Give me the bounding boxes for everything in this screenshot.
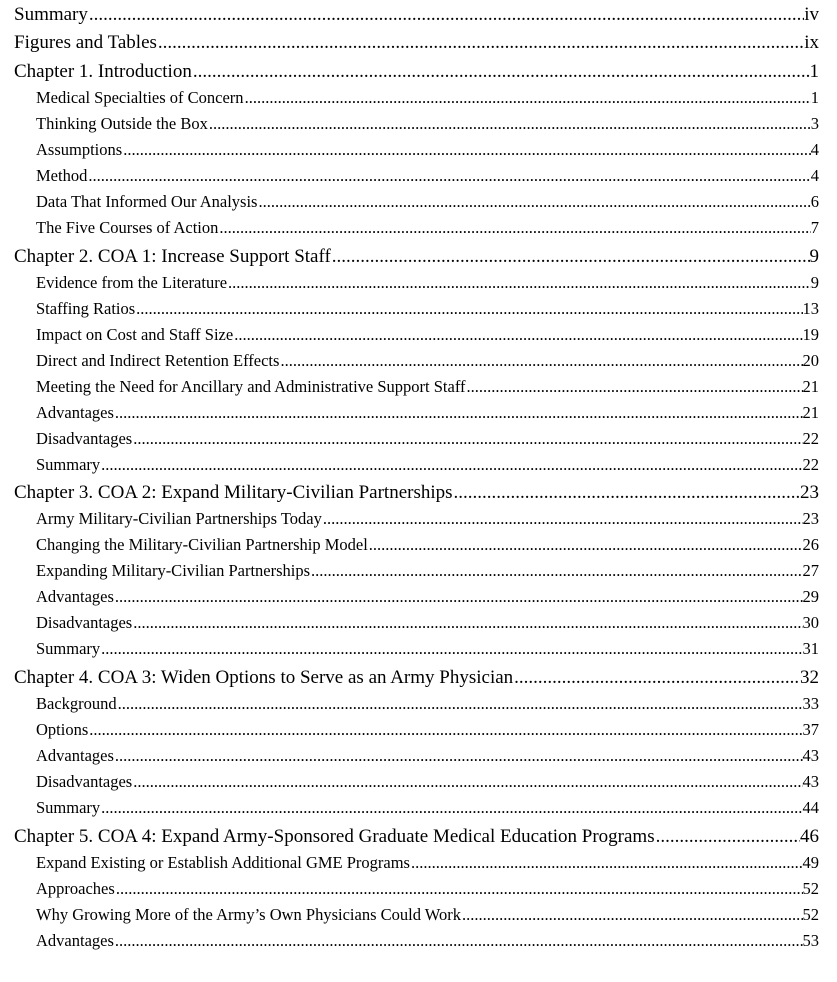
- toc-entry-page-number: 4: [810, 140, 819, 159]
- toc-entry-title: Thinking Outside the Box: [36, 114, 208, 133]
- toc-chapter-entry[interactable]: [14, 246, 819, 268]
- toc-section-entry[interactable]: [36, 114, 819, 134]
- dot-leader: [122, 140, 811, 160]
- toc-entry-title: Expand Existing or Establish Additional GME Programs: [36, 853, 410, 872]
- toc-section-entry[interactable]: [36, 192, 819, 212]
- toc-chapter-entry[interactable]: [14, 61, 819, 83]
- dot-leader: [114, 931, 803, 951]
- dot-leader: [117, 694, 803, 714]
- dot-leader: [322, 509, 803, 529]
- toc-chapter-entry[interactable]: [14, 4, 819, 26]
- dot-leader: [655, 826, 800, 848]
- toc-entry-title: Staffing Ratios: [36, 299, 136, 318]
- toc-section-entry[interactable]: [36, 613, 819, 633]
- dot-leader: [132, 429, 802, 449]
- toc-entry-page-number: 9: [810, 273, 819, 292]
- toc-entry-page-number: 29: [802, 587, 819, 606]
- toc-entry-title: Summary: [36, 455, 101, 474]
- dot-leader: [244, 88, 811, 108]
- dot-leader: [368, 535, 803, 555]
- dot-leader: [132, 772, 802, 792]
- toc-section-entry[interactable]: [36, 853, 819, 873]
- dot-leader: [257, 192, 810, 212]
- dot-leader: [218, 218, 810, 238]
- toc-entry-title: Chapter 2. COA 1: Increase Support Staff: [14, 246, 331, 267]
- toc-entry-page-number: 19: [802, 325, 819, 344]
- toc-entry-page-number: 1: [810, 88, 819, 107]
- toc-entry-page-number: 21: [802, 377, 819, 396]
- dot-leader: [87, 166, 810, 186]
- toc-entry-page-number: 3: [810, 114, 819, 133]
- toc-entry-title: Direct and Indirect Retention Effects: [36, 351, 280, 370]
- dot-leader: [88, 720, 802, 740]
- toc-entry-page-number: 46: [800, 826, 819, 847]
- toc-section-entry[interactable]: [36, 798, 819, 818]
- toc-entry-page-number: 22: [802, 429, 819, 448]
- toc-entry-page-number: 44: [802, 798, 819, 817]
- toc-section-entry[interactable]: [36, 694, 819, 714]
- toc-entry-title: Expanding Military-Civilian Partnerships: [36, 561, 311, 580]
- toc-entry-page-number: 53: [802, 931, 819, 950]
- toc-section-entry[interactable]: [36, 377, 819, 397]
- toc-entry-title: Assumptions: [36, 140, 123, 159]
- toc-entry-title: Why Growing More of the Army’s Own Physicians Could Work: [36, 905, 462, 924]
- toc-entry-title: Chapter 3. COA 2: Expand Military-Civilian Partnerships: [14, 482, 453, 503]
- toc-entry-page-number: 52: [802, 905, 819, 924]
- toc-entry-title: Evidence from the Literature: [36, 273, 228, 292]
- toc-entry-title: Advantages: [36, 587, 114, 606]
- dot-leader: [453, 482, 800, 504]
- toc-section-entry[interactable]: [36, 88, 819, 108]
- dot-leader: [114, 587, 803, 607]
- toc-section-entry[interactable]: [36, 931, 819, 951]
- toc-entry-page-number: 27: [802, 561, 819, 580]
- toc-section-entry[interactable]: [36, 879, 819, 899]
- toc-entry-page-number: 30: [802, 613, 819, 632]
- toc-entry-title: The Five Courses of Action: [36, 218, 219, 237]
- dot-leader: [157, 32, 804, 54]
- toc-entry-page-number: 23: [802, 509, 819, 528]
- toc-entry-title: Summary: [36, 639, 101, 658]
- toc-entry-title: Options: [36, 720, 89, 739]
- toc-entry-title: Chapter 5. COA 4: Expand Army-Sponsored Graduate Medical Education Programs: [14, 826, 655, 847]
- dot-leader: [208, 114, 811, 134]
- dot-leader: [135, 299, 802, 319]
- toc-entry-title: Advantages: [36, 931, 114, 950]
- toc-section-entry[interactable]: [36, 746, 819, 766]
- dot-leader: [331, 246, 810, 268]
- toc-chapter-entry[interactable]: [14, 826, 819, 848]
- toc-section-entry[interactable]: [36, 535, 819, 555]
- toc-entry-page-number: 1: [809, 61, 819, 82]
- toc-section-entry[interactable]: [36, 509, 819, 529]
- toc-section-entry[interactable]: [36, 455, 819, 475]
- toc-entry-page-number: 49: [802, 853, 819, 872]
- toc-entry-title: Army Military-Civilian Partnerships Today: [36, 509, 322, 528]
- toc-entry-title: Advantages: [36, 403, 114, 422]
- toc-entry-title: Chapter 1. Introduction: [14, 61, 192, 82]
- toc-entry-title: Approaches: [36, 879, 115, 898]
- toc-section-entry[interactable]: [36, 587, 819, 607]
- toc-entry-page-number: iv: [804, 4, 819, 25]
- dot-leader: [100, 455, 802, 475]
- toc-entry-page-number: 4: [810, 166, 819, 185]
- toc-section-entry[interactable]: [36, 429, 819, 449]
- toc-section-entry[interactable]: [36, 218, 819, 238]
- toc-entry-page-number: 37: [802, 720, 819, 739]
- dot-leader: [132, 613, 802, 633]
- toc-section-entry[interactable]: [36, 905, 819, 925]
- dot-leader: [310, 561, 802, 581]
- toc-chapter-entry[interactable]: [14, 482, 819, 504]
- toc-section-entry[interactable]: [36, 403, 819, 423]
- toc-entry-page-number: 13: [802, 299, 819, 318]
- dot-leader: [410, 853, 803, 873]
- toc-section-entry[interactable]: [36, 772, 819, 792]
- toc-entry-page-number: ix: [804, 32, 819, 53]
- toc-entry-title: Method: [36, 166, 88, 185]
- toc-entry-title: Disadvantages: [36, 613, 133, 632]
- toc-entry-page-number: 9: [809, 246, 819, 267]
- dot-leader: [115, 879, 803, 899]
- toc-section-entry[interactable]: [36, 140, 819, 160]
- toc-entry-page-number: 43: [802, 746, 819, 765]
- toc-entry-title: Meeting the Need for Ancillary and Administrative Support Staff: [36, 377, 466, 396]
- toc-entry-page-number: 20: [802, 351, 819, 370]
- toc-section-entry[interactable]: [36, 273, 819, 293]
- toc-entry-title: Figures and Tables: [14, 32, 157, 53]
- dot-leader: [227, 273, 811, 293]
- toc-entry-page-number: 23: [800, 482, 819, 503]
- toc-entry-title: Data That Informed Our Analysis: [36, 192, 258, 211]
- dot-leader: [233, 325, 802, 345]
- toc-entry-page-number: 31: [802, 639, 819, 658]
- toc-section-entry[interactable]: [36, 299, 819, 319]
- dot-leader: [513, 667, 800, 689]
- dot-leader: [461, 905, 802, 925]
- toc-section-entry[interactable]: [36, 166, 819, 186]
- toc-chapter-entry[interactable]: [14, 32, 819, 54]
- toc-section-entry[interactable]: [36, 561, 819, 581]
- toc-entry-title: Disadvantages: [36, 772, 133, 791]
- dot-leader: [100, 798, 802, 818]
- toc-entry-page-number: 32: [800, 667, 819, 688]
- dot-leader: [192, 61, 810, 83]
- toc-entry-title: Advantages: [36, 746, 114, 765]
- toc-entry-page-number: 52: [802, 879, 819, 898]
- toc-entry-page-number: 21: [802, 403, 819, 422]
- toc-entry-title: Summary: [36, 798, 101, 817]
- toc-entry-page-number: 33: [802, 694, 819, 713]
- toc-section-entry[interactable]: [36, 351, 819, 371]
- dot-leader: [114, 403, 803, 423]
- dot-leader: [466, 377, 803, 397]
- toc-chapter-entry[interactable]: [14, 667, 819, 689]
- toc-section-entry[interactable]: [36, 639, 819, 659]
- dot-leader: [114, 746, 803, 766]
- toc-entry-title: Chapter 4. COA 3: Widen Options to Serve as an Army Physician: [14, 667, 514, 688]
- toc-entry-page-number: 6: [810, 192, 819, 211]
- toc-entry-title: Background: [36, 694, 117, 713]
- dot-leader: [279, 351, 802, 371]
- toc-entry-title: Disadvantages: [36, 429, 133, 448]
- toc-entry-page-number: 22: [802, 455, 819, 474]
- toc-entry-title: Changing the Military-Civilian Partnership Model: [36, 535, 368, 554]
- toc-entry-title: Impact on Cost and Staff Size: [36, 325, 234, 344]
- toc-entry-page-number: 26: [802, 535, 819, 554]
- toc-entry-title: Summary: [14, 4, 88, 25]
- toc-entry-page-number: 43: [802, 772, 819, 791]
- dot-leader: [100, 639, 802, 659]
- toc-section-entry[interactable]: [36, 720, 819, 740]
- toc-entry-page-number: 7: [810, 218, 819, 237]
- toc-entry-title: Medical Specialties of Concern: [36, 88, 244, 107]
- toc-section-entry[interactable]: [36, 325, 819, 345]
- dot-leader: [88, 4, 804, 26]
